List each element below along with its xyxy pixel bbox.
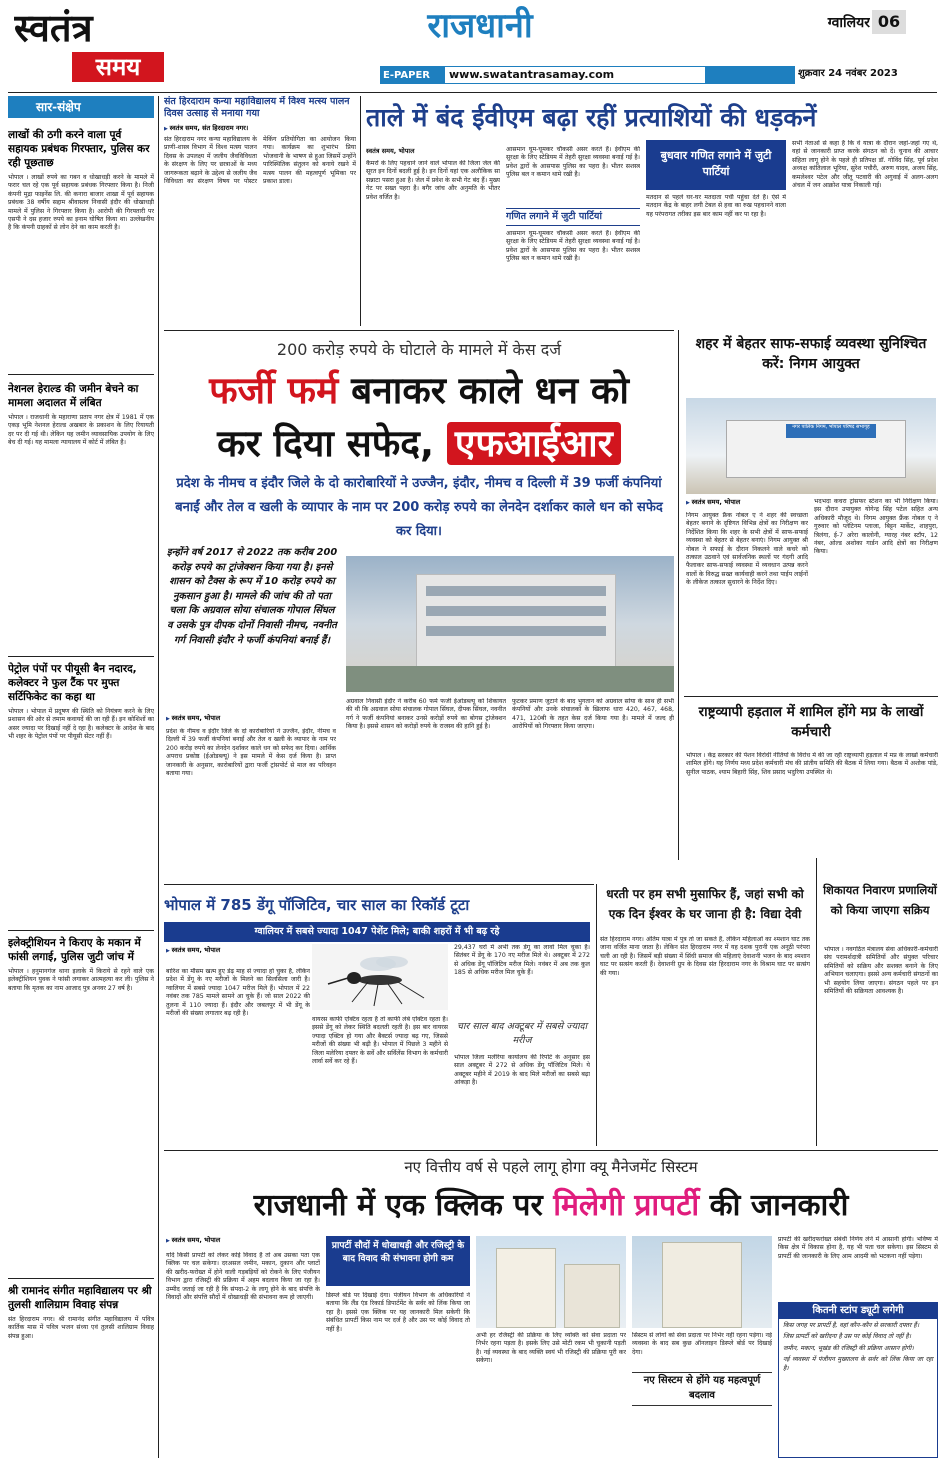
property-body1: यदि किसी प्रापर्टी को लेकर कोई विवाद है तो अब उसका पता एक क्लिक पर चल सकेगा। दरअसल जमीन, मकान, दुकान और प्लाटों की खरीद-फरोख्त में होने वाली गड़बड़ियों को रोकने के लिए पंजीयन विभाग द्वारा रजिस्ट्री की प्रक्रिया में अहम बदलाव किया जा रहा है। उम्मीद जताई जा रही है कि संपदा-2 के लागू होने के बाद संपत्ति के विवादों और संपत्ति सौदों में धोखाधड़ी की संभावना कम हो जाएगी। — [166, 1252, 320, 1302]
sidebar-item[interactable] — [8, 1284, 154, 1454]
masthead — [0, 0, 945, 92]
main-body-col3: फुटकर प्रमाण जुटाने के बाद भुगतान को अग्रवाल सोया के साथ ही सभी कंपनियों और उनके संचालकों के खिलाफ धारा 420, 467, 468, 471, 120बी के तहत केस दर्ज किया गया है। मामले में जल्द ही आरोपियों को गिरफ्तार किया जाएगा। — [512, 698, 674, 731]
main-kicker: 200 करोड़ रुपये के घोटाले के मामले में केस दर्ज — [276, 340, 562, 359]
main-headline-black: बनाकर काले धन को — [351, 369, 629, 412]
main-body-col2: अग्रवाल निवासी इंदौर ने करीब 60 फर्म फर्जी ईओडब्ल्यू को शिकायत की थी कि अग्रवाल सोया संचालक गोपाल सिंघल, दीपक सिंघल, नवनीत गर्ग ने फर्जी कंपनियां बनाकर उनसे करोड़ों रुपये का बोगस ट्रांजेक्शन किया है। इससे शासन को करोड़ों रुपये के राजस्व की हानि हुई है। — [346, 698, 506, 731]
nigam-headline: शहर में बेहतर साफ-सफाई व्यवस्था सुनिश्चित करें: निगम आयुक्त — [695, 336, 927, 372]
sidebar-headline: इलेक्ट्रीशियन ने किराए के मकान में फांसी लगाई, पुलिस जुटी जांच में — [8, 937, 141, 963]
dengue-subhead: चार साल बाद अक्टूबर में सबसे ज्यादा मरीज — [456, 1021, 588, 1046]
sidebar-title-bar — [8, 96, 154, 118]
sidebar-body: भोपाल । हनुमानगंज थाना इलाके में किराये से रहने वाले एक इलेक्ट्रीशियन युवक ने फांसी लगाकर आत्महत्या कर ली। पुलिस ने बताया कि मृतक का नाम आजाद पुत्र अनवर 27 वर्ष है। — [8, 968, 154, 992]
dengue-byline: ▶ स्वतंत्र समय, भोपाल — [166, 946, 306, 956]
nigam-body: निगम आयुक्त फ्रैंक नोबल ए ने शहर की स्वच्छता बेहतर बनाने के दृष्टिगत विभिन्न क्षेत्रों का निरीक्षण कर निर्देशित किया कि शहर के सभी क्षेत्रों में साफ-सफाई व्यवस्था को बेहतर से बेहतर बनाएं। निगम आयुक्त श्री नोबल ने सफाई के दौरान निकलने वाले कचरे को तत्काल उठवाने एवं सार्वजनिक स्थलों पर गंदगी आदि फैलाकर साफ-सफाई व्यवस्था में व्यवधान उत्पन्न करने वालों के विरुद्ध सख्त कार्यवाही करने तथा पाईप लाईनों के लीकेज तत्काल सुधारने के निर्देश दिए। — [686, 512, 808, 587]
property-headline-part1: राजधानी में एक क्लिक पर — [253, 1188, 543, 1223]
college-story[interactable] — [164, 96, 356, 322]
logo-bottom: समय — [72, 52, 164, 82]
religion-headline: धरती पर हम सभी मुसाफिर हैं, जहां सभी को एक दिन ईश्वर के घर जाना ही है: विद्या देवी — [606, 887, 804, 921]
main-headline-line1 — [164, 366, 674, 416]
sidebar-item[interactable] — [8, 382, 154, 652]
sidebar-headline: लाखों की ठगी करने वाला पूर्व सहायक प्रबंधक गिरफ्तार, पुलिस कर रही पूछताछ — [8, 129, 150, 169]
sidebar-body: संत हिरदाराम नगर। श्री रामानंद संगीत महाविद्यालय में पवित्र कार्तिक मास में पवित्र भजन संध्या एवं तुलसी शालिग्राम विवाह संपन्न हुआ। — [8, 1316, 154, 1340]
building-photo-2 — [632, 1236, 772, 1328]
main-pull-quote: इन्होंने वर्ष 2017 से 2022 तक करीब 200 करोड़ रुपये का ट्रांजेक्शन किया गया है। इनसे शासन को टैक्स के रूप में 10 करोड़ रुपये का नुकसान हुआ है। मामले की जांच की तो पता चला कि अग्रवाल सोया संचालक गोपाल सिंघल व उसके पुत्र दीपक दोनों निवासी नीमच, नवनीत गर्ग निवासी इंदौर ने फर्जी कंपनियां बनाई हैं। — [166, 547, 338, 646]
stamp-item: जिस प्रापर्टी को खरीदना है उस पर कोई विवाद तो नहीं है। — [783, 1333, 911, 1341]
strike-headline: राष्ट्रव्यापी हड़ताल में शामिल होंगे मप्र के लाखों कर्मचारी — [698, 704, 924, 740]
page-number: 06 — [872, 10, 906, 34]
logo-top: स्वतंत्र — [14, 6, 93, 50]
issue-date: शुक्रवार 24 नवंबर 2023 — [798, 68, 898, 79]
evm-byline: स्वतंत्र समय, भोपाल — [366, 147, 415, 155]
property-body4: सिस्टम से लोगों को सेवा प्रदाता पर निर्भर नहीं रहना पड़ेगा। नई व्यवस्था के बाद सब कुछ ऑनलाइन डिस्प्ले बोर्ड पर दिखाई देगा। — [632, 1332, 772, 1356]
dengue-body3: 29,437 घरों में अभी तक डेंगू का लार्वा मिल चुका है। सितंबर में डेंगू के 170 नए मरीज मिले थे। अक्टूबर में 272 से अधिक डेंगू पॉजिटिव मरीज मिले। नवंबर में अब तक कुल 185 से अधिक मरीज मिल चुके हैं। — [454, 944, 590, 977]
main-headline-red: फर्जी फर्म — [209, 369, 339, 412]
stamp-box — [778, 1302, 938, 1458]
nigam-byline: ▶ स्वतंत्र समय, भोपाल — [686, 498, 806, 508]
property-subhead: नए सिस्टम से होंगे यह महत्वपूर्ण बदलाव — [632, 1372, 772, 1406]
sidebar-body: भोपाल । लाखों रुपये का गबन व धोखाधड़ी करने के मामले में फरार चल रहे एक पूर्व सहायक प्रबंधक गिरफ्तार किया है। निजी कंपनी मुद्रा फाइनेंस लि. की कनारा बाजार शाखा में पूर्व सहायक प्रबंधक 38 वर्षीय सद्दाम श्रीवास्तव निवासी इंदौर की धोखाधड़ी मामले में पुलिस ने गिरफ्तार किया है। आरोपी की गिरफ्तारी पर एसपी ने दस हजार रुपये का इनाम घोषित किया था। उल्लेखनीय है कि कंपनी ग्राहकों से लोन देने का काम करती है। — [8, 174, 154, 232]
complaint-headline: शिकायत निवारण प्रणालियों को किया जाएगा सक्रिय — [823, 883, 937, 917]
sidebar — [8, 96, 154, 1458]
sidebar-headline: श्री रामानंद संगीत महाविद्यालय पर श्री तुलसी शालिग्राम विवाह संपन्न — [8, 1285, 152, 1311]
property-kicker: नए वित्तीय वर्ष से पहले लागू होगा क्यू मैनेजमेंट सिस्टम — [404, 1158, 698, 1176]
college-headline: संत हिरदाराम कन्या महाविद्यालय में विश्व मत्स्य पालन दिवस उत्साह से मनाया गया — [164, 96, 350, 119]
main-byline: ▶ स्वतंत्र समय, भोपाल — [166, 714, 336, 724]
sidebar-item[interactable] — [8, 128, 154, 368]
college-body: संत हिरदाराम नगर कन्या महाविद्यालय के प्राणी-शास्त्र विभाग में विश्व मत्स्य पालन दिवस के उपलक्ष्य में जलीय जैवविविधता के संरक्षण के लिए पर छात्राओं के मध्य जागरूकता बढ़ाने के उद्देश्य से जलीय जैव विविधता का संरक्षण विषय पर पोस्टर मेकिंग प्रतियोगिता का आयोजन किया गया। कार्यक्रम का शुभारंभ प्रिया भोजवानी के भाषण से हुआ जिसमें उन्होंने पारिस्थितिक संतुलन को बनाये रखने में मत्स्य पालन की महत्वपूर्ण भूमिका पर प्रकाश डाला। — [164, 136, 356, 186]
mosquito-icon — [312, 944, 448, 1010]
complaint-body: भोपाल । नवगठित मंत्रालय सेवा अधिकारी-कर्मचारी संघ परामर्शदात्री समितियों और संयुक्त परिचार समितियों को सक्रिय और सशक्त बनाने के लिए अभियान चलाएगा। इससे अन्य कर्मचारी संगठनों का भी सहयोग लिया जाएगा। संगठन पहले पर इन समितियों की सक्रियता आवश्यक है। — [824, 946, 938, 996]
evm-inline-subhead: गणित लगाने में जुटी पार्टियां — [506, 208, 640, 226]
main-headline-black2: कर दिया सफेद, — [217, 422, 434, 465]
city-label: ग्वालियर — [827, 15, 870, 31]
main-body-col1: प्रदेश के नीमच व इंदौर जिले के दो कारोबारियों ने उज्जैन, इंदौर, नीमच व दिल्ली में 39 फर्जी कंपनियां बनाईं और तेल व खली के व्यापार के नाम पर 200 करोड़ रुपये का लेनदेन दर्शाकर काले धन को सफेद कर दिया। आर्थिक अपराध प्रकोष्ठ (ईओडब्ल्यू) ने इस मामले में केस दर्ज किया है। प्राप्त जानकारी के अनुसार, कारोबारियों द्वारा फर्जी ट्रांसपोर्ट से माल का परिवहन बताया गया। — [166, 728, 336, 778]
stamp-title: कितनी स्टांप ड्यूटी लगेगी — [779, 1303, 937, 1319]
dengue-body1: बारिश का मौसम खत्म हुए डेढ़ माह से ज्यादा हो चुका है, लेकिन प्रदेश में डेंगू के नए मरीजों के मिलने का सिलसिला जारी है। ग्वालियर में सबसे ज्यादा 1047 मरीज मिले हैं। भोपाल में 22 नवंबर तक 785 मामले सामने आ चुके हैं। जो साल 2022 की तुलना में 110 ज्यादा हैं। इंदौर और जबलपुर में भी डेंगू के मरीजों की संख्या लगातार बढ़ रही है। — [166, 968, 310, 1018]
sidebar-item[interactable] — [8, 936, 154, 1271]
sidebar-body: भोपाल । राजधानी के महाराणा प्रताप नगर क्षेत्र में 1981 में एक एकड़ भूमि नेशनल हेराल्ड अखबार के प्रकाशन के लिए रियायती दर पर दी गई थी। लेकिन यह जमीन व्यावसायिक उपयोग के लिए बेच दी गई। यह मामला न्यायालय में कोर्ट में लंबित है। — [8, 414, 154, 447]
evm-body-col2b: आसमान घूम-घूमकर चौकसी असर करते हैं। ईवीएम की सुरक्षा के लिए स्टेडियम में तेहरी सुरक्षा व्यवस्था बनाई गई है। प्रवेश द्वारों के आसपास पुलिस का पहरा है। भीतर सशस्त्र पुलिस बल न कमान थामे रखी है। — [506, 230, 640, 263]
logo[interactable] — [14, 6, 164, 90]
sidebar-item[interactable] — [8, 662, 154, 922]
main-headline-badge: एफआईआर — [447, 422, 621, 465]
dengue-body4: भोपाल जिला मलेरिया कार्यालय की रिपोर्ट के अनुसार इस साल अक्टूबर में 272 से अधिक डेंगू पॉजिटिव मिले। ये अक्टूबर महीने में 2019 के बाद मिले मरीजों का सबसे बढ़ा आंकड़ा है। — [454, 1054, 590, 1087]
website-link[interactable]: www.swatantrasamay.com — [445, 67, 705, 83]
property-byline: ▶ स्वतंत्र समय, भोपाल — [166, 1236, 306, 1246]
mosquito-illustration — [312, 944, 448, 1010]
evm-body-col4: सभी नेताओं से कहा है कि वे यात्रा के दौरान जहां-जहां गए थे, वहां से जानकारी प्राप्त करके संगठन को दें। चुनाव की आचार संहिता लागू होने के पहले ही प्रतिपक्ष डॉ. गोविंद सिंह, पूर्व प्रदेश अध्यक्ष कांतिलाल भूरिया, सुरेश पचौरी, अरुण यादव, अजय सिंह, कमलेश्वर पटेल और जीतू पटवारी की अगुवाई में अलग-अलग अंचल में जन आक्रोश यात्रा निकाली गई। — [792, 140, 938, 190]
stamp-item: जमीन, मकान, भूखंड की रजिस्ट्री की प्रक्रिया आसान होगी। — [783, 1344, 914, 1352]
evm-body-col1: कैमरों के लिए पहचाने जाने वाले भोपाल की जिला जेल की सूरत इन दिनों बदली हुई है। इन दिनों यहां एक अलौकिक सा सन्नाटा पसरा हुआ है। जेल में प्रवेश के सभी गेट बंद हैं। मुख्य गेट पर सख्त पहरा है। बगैर जांच और अनुमति के भीतर प्रवेश वर्जित है। — [366, 160, 500, 201]
religion-body: संत हिरदाराम नगर। अंतिम यात्रा में पुत्र तो जा सकते हैं, लेकिन महिलाओं का श्मशान घाट तक जाना वर्जित माना जाता है। लेकिन संत हिरदाराम नगर में यह दशक पुरानी एक अनूठी परंपरा चली आ रही है। जिसमें बड़ी संख्या में सिंधी समाज की महिलाएं देवाशनी भजन के बाद श्मशान घाट पर सत्संग करती हैं। देवाशनी ग्रुप के दिवस संत हिरदाराम नगर के विश्राम घाट पर सत्संग की गया। — [600, 936, 810, 977]
property-headline — [164, 1184, 938, 1228]
nigam-photo-sign: नगर पालिक निगम, भोपाल परिषद सभागृह — [786, 424, 876, 438]
property-headline-highlight: मिलेगी प्रापर्टी — [553, 1188, 700, 1223]
property-body2: डिस्प्ले बोर्ड पर दिखाई देगा। पंजीयन विभाग के अधिकारियों ने बताया कि लैंड एंड रिकार्ड डिपार्टमेंट के सर्वर को लिंक किया जा रहा है। इससे एक क्लिक पर यह जानकारी मिल सकेगी कि संबंधित प्रापर्टी किस नाम पर दर्ज है और उस पर कोई विवाद तो नहीं है। — [326, 1292, 470, 1333]
epaper-label: E-PAPER — [383, 70, 430, 81]
dengue-headline: भोपाल में 785 डेंगू पॉजिटिव, चार साल का रिकॉर्ड टूटा — [164, 896, 470, 914]
dengue-banner: ग्वालियर में सबसे ज्यादा 1047 पेशेंट मिले; बाकी शहरों में भी बढ़ रहे — [164, 922, 590, 942]
stamp-item: किस जगह पर प्रापर्टी है, वहां कौन-कौन से सरकारी दफ्तर हैं। — [783, 1322, 920, 1329]
sidebar-body: भोपाल । भोपाल में प्रदूषण की स्थिति को नियंत्रण करने के लिए प्रशासन की ओर से तमाम कवायदें की जा रही हैं। इन कोशिशों का असर ज्यादा पर दिखाई नहीं दे रहा है। कलेक्टर के आदेश के बाद भी शहर के पेट्रोल पंपों पर पीयूसी सेंटर नहीं हैं। — [8, 708, 154, 741]
sidebar-headline: पेट्रोल पंपों पर पीयूसी बैन नदारद, कलेक्टर ने फुल टैंक पर मुफ्त सर्टिफिकेट का कहा था — [8, 663, 137, 703]
strike-body: भोपाल । केंद्र सरकार की पेंशन विरोधी नीतियों के विरोध में की जा रही राष्ट्रव्यापी हड़ताल में मप्र के लाखों कर्मचारी शामिल होंगे। यह निर्णय मध्य प्रदेश कर्मचारी मंच की प्रांतीय समिति की बैठक में लिया गया। बैठक में अशोक पांडे, सुनील पाठक, श्याम बिहारी सिंह, शिव प्रसाद भदुरिया उपस्थित थे। — [686, 752, 938, 776]
evm-headline: ताले में बंद ईवीएम बढ़ा रहीं प्रत्याशियों की धड़कनें — [366, 103, 817, 132]
property-info-box: प्रापर्टी सौदों में धोखाधड़ी और रजिस्ट्री के बाद विवाद की संभावना होगी कम — [326, 1236, 470, 1286]
section-title: राजधानी — [427, 6, 533, 46]
sidebar-headline: नेशनल हेराल्ड की जमीन बेचने का मामला अदालत में लंबित — [8, 383, 139, 409]
evm-body-col2: आसमान घूम-घूमकर चौकसी असर करते हैं। ईवीएम की सुरक्षा के लिए स्टेडियम में तेहरी सुरक्षा व्यवस्था बनाई गई है। प्रवेश द्वारों के आसपास पुलिस का पहरा है। भीतर सशस्त्र पुलिस बल न कमान थामे रखी है। — [506, 146, 640, 179]
property-headline-part2: की जानकारी — [709, 1188, 849, 1223]
eow-building-photo — [346, 556, 674, 692]
main-headline-line2 — [164, 418, 674, 470]
nigam-body2: भदभदा कचरा ट्रांसफर स्टेशन का भी निरीक्षण किया। इस दौरान उपायुक्त योगेन्द्र सिंह पटेल सहित अन्य अधिकारी मौजूद थे। निगम आयुक्त फ्रैंक नोबल ए ने गुरुवार को प्लेटिनम प्लाजा, बिट्टन मार्केट, शाहपुरा, त्रिलंगा, ई-7 अरेरा कालोनी, ग्यारह नंबर स्टॉप, 12 नंबर, ओल्ड अशोका गार्डन आदि क्षेत्रों का निरीक्षण किया। — [814, 498, 938, 556]
college-byline: ▶ स्वतंत्र समय, संत हिरदाराम नगर। — [164, 124, 356, 134]
property-body5: प्रापर्टी की खरीदफरोख्त संबंधी निर्णय लेने में आसानी होगी। भविष्य में किस क्षेत्र में विकास होना है, यह भी पता चल सकेगा। इस सिस्टम से प्रापर्टी की जानकारी के लिए आम आदमी को भटकना नहीं पड़ेगा। — [778, 1236, 938, 1260]
dengue-body2: वायरस काफी एक्टिव रहता है तो काफी लंबे एक्टिव रहता है। इससे डेंगू को लेकर स्थिति बदलती रहती है। इस बार वायरस ज्यादा एक्टिव हो गया और बैक्टर्स ज्यादा बढ़ गए, जिससे मरीजों की संख्या भी बढ़ी है। भोपाल में पिछले 3 महीने से जिला मलेरिया दफ्तर के सर्वे और सर्विलेंस विभाग के कर्मचारी लार्वा सर्वे कर रहे हैं। — [312, 1016, 448, 1066]
sidebar-title: सार-संक्षेप — [36, 100, 81, 114]
property-body3: अभी हर रजिस्ट्री की प्रक्रिया के लिए व्यक्ति को सेवा प्रदाता पर निर्भर रहना पड़ता है। इसके लिए उसे मोटी रकम भी चुकानी पड़ती है। नई व्यवस्था के बाद व्यक्ति स्वयं भी रजिस्ट्री की प्रक्रिया पूरी कर सकेगा। — [476, 1332, 626, 1365]
evm-subhead-box: बुधवार गणित लगाने में जुटी पार्टियां — [646, 140, 786, 190]
stamp-item: नई व्यवस्था में पंजीयन मुख्यालय के सर्वर को लिंक किया जा रहा है। — [783, 1356, 933, 1372]
evm-body-col3: मतदान से पहले घर-घर मतदाता पर्ची पहुंचा देते हैं। ऐसे में मतदान केंद्र के बाहर लगी टेबल से हवा का रुख पहचानने वाला यह परंपरागत तरीका इस बार काम नहीं कर पा रहा है। — [646, 194, 786, 218]
building-photo — [476, 1236, 626, 1328]
nigam-building-photo — [686, 398, 936, 494]
main-deck: प्रदेश के नीमच व इंदौर जिले के दो कारोबारियों ने उज्जैन, इंदौर, नीमच व दिल्ली में 39 फर्जी कंपनियां बनाईं और तेल व खली के व्यापार के नाम पर 200 करोड़ रुपये का लेनदेन दर्शाकर काले धन को सफेद कर दिया। — [175, 476, 663, 539]
